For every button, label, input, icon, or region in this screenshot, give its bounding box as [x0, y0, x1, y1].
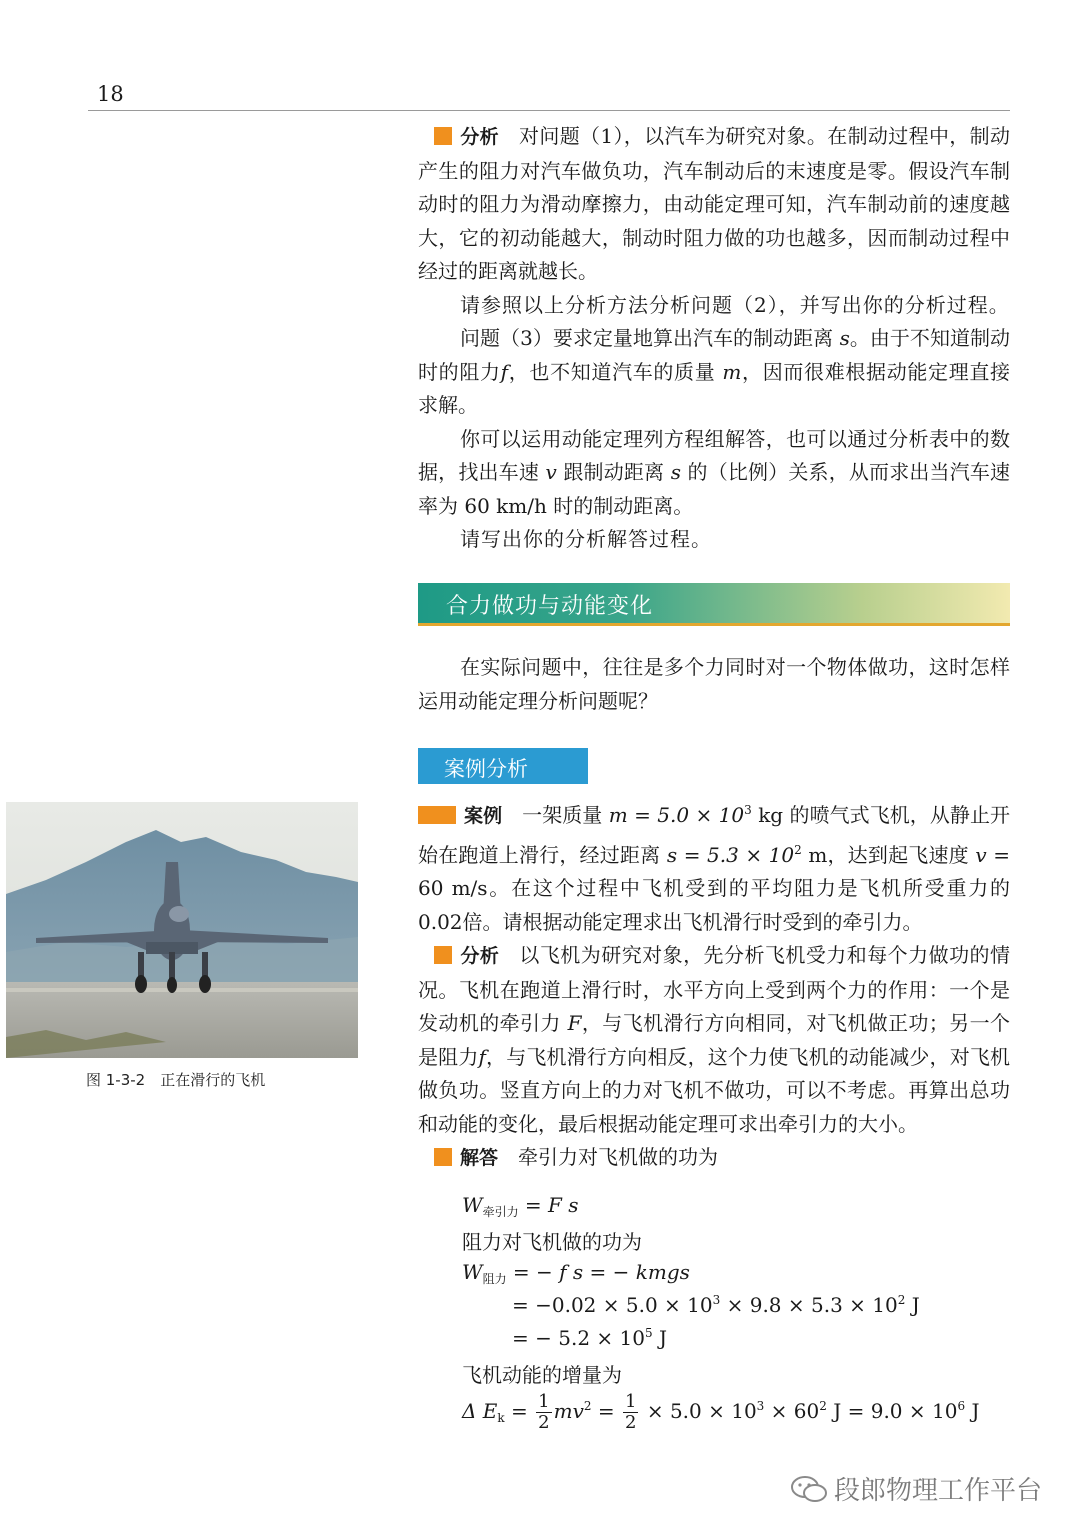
answer-text: 牵引力对飞机做的功为	[518, 1145, 719, 1169]
equation-work-resistance	[462, 1260, 690, 1287]
var-s: s	[670, 460, 682, 484]
section-banner	[418, 583, 1010, 626]
exponent: 2	[897, 1293, 906, 1307]
question3-paragraph	[418, 322, 1010, 423]
analysis-paragraph-2	[418, 939, 1010, 1141]
velocity-expression: v =	[975, 842, 1011, 867]
var-F: F	[567, 1011, 582, 1035]
hint-text: 跟制动距离	[563, 460, 665, 484]
equation-kinetic-energy: Δ $E_k$ = $\frac{1}{2}$ $mv^2$ = $\frac{1}{2}$ × $5.0 \times 10^3 \times 60^2$ $J = 9.0 \times 10^6$ J	[462, 1391, 980, 1433]
exponent: 5	[644, 1326, 653, 1340]
eq-lhs: W	[462, 1260, 483, 1284]
mass-expression: m = 5.0 × 10	[608, 803, 745, 827]
eq-part: J	[905, 1293, 920, 1317]
q3-text: 。由于不知道制动时的阻力	[418, 326, 1011, 384]
equation-work-traction	[462, 1193, 579, 1220]
prompt-write-answer: 请写出你的分析解答过程。	[460, 527, 712, 551]
section-title: 合力做功与动能变化	[446, 594, 654, 619]
hint-text: 的（比例）关系，从而求出当汽车速率为 60 km/h 时的制动距离。	[418, 460, 1011, 518]
page-number: 18	[97, 82, 124, 106]
intro-paragraph: 在实际问题中，往往是多个力同时对一个物体做功，这时怎样运用动能定理分析问题呢？	[418, 655, 1010, 713]
q3-text: ，也不知道汽车的质量	[508, 359, 716, 384]
fraction-denominator: 2	[538, 1412, 550, 1433]
analysis-block-1	[418, 120, 1010, 557]
jet-aircraft-image	[6, 802, 358, 1058]
eq-part: × 9.8 × 5.3 × 10	[720, 1293, 898, 1317]
case-paragraph	[418, 794, 1010, 939]
fraction-half	[623, 1392, 638, 1433]
answer-lead: 解答	[460, 1147, 499, 1169]
exponent: 2	[794, 842, 802, 857]
case-lead: 案例	[464, 805, 503, 827]
exponent: 3	[744, 803, 752, 817]
hint-text: 你可以运用动能定理列方程组解答，也可以通过分析表中的数据，找出车速	[418, 426, 1010, 484]
eq-lhs: W	[462, 1193, 483, 1217]
eq-part: = − 5.2 × 10	[512, 1326, 645, 1350]
equation-step-2	[512, 1326, 667, 1350]
exponent: 6	[957, 1399, 966, 1413]
eq-rhs: = F s	[518, 1193, 579, 1217]
eq-part: J = 9.0 × 10	[826, 1399, 958, 1423]
var-v: v	[545, 460, 557, 484]
resistance-work-label: 阻力对飞机做的功为	[462, 1230, 642, 1254]
fraction-half	[536, 1392, 551, 1433]
distance-expression: s = 5.3 × 10	[666, 842, 795, 867]
eq-rhs: = − f s = − kmgs	[506, 1260, 690, 1284]
eq-part: = −0.02 × 5.0 × 10	[512, 1293, 713, 1317]
figure-caption: 图 1-3-2 正在滑行的飞机	[86, 1071, 266, 1089]
top-rule	[88, 110, 1010, 111]
var-f: f	[478, 1044, 486, 1069]
orange-marker-icon	[434, 946, 452, 964]
case-block	[418, 794, 1010, 1176]
q3-text: ，因而很难根据动能定理直接求解。	[418, 359, 1011, 417]
answer-heading	[418, 1141, 1010, 1176]
q3-text: 问题（3）要求定量地算出汽车的制动距离	[460, 326, 834, 350]
jet-photo	[6, 802, 358, 1058]
watermark	[790, 1470, 1042, 1507]
wechat-icon	[790, 1474, 828, 1504]
hint-paragraph	[418, 423, 1010, 524]
case-banner-title: 案例分析	[444, 757, 528, 781]
orange-marker-icon	[418, 806, 456, 824]
case-text: 60 m/s。在这个过程中飞机受到的平均阻力是飞机所受重力的0.02倍。请根据动能定理求出飞机滑行时受到的牵引力。	[418, 876, 1010, 934]
exponent: 2	[819, 1399, 827, 1413]
case-text: m，达到起飞速度	[801, 842, 969, 867]
analysis2-text: 以飞机为研究对象，先分析飞机受力和每个力做功的情况。飞机在跑道上滑行时，水平方向上受到两个力的作用：一个是发动机的牵引力	[418, 943, 1010, 1035]
orange-marker-icon	[434, 1148, 452, 1166]
case-text: kg 的喷气式飞机，从静止开始在跑道上滑行，经过距离	[418, 803, 1011, 867]
eq-subscript: 牵引力	[482, 1205, 519, 1219]
watermark-text: 段郎物理工作平台	[834, 1476, 1043, 1506]
kinetic-energy-label: 飞机动能的增量为	[462, 1363, 622, 1387]
analysis-lead: 分析	[460, 126, 500, 148]
fraction-numerator: 1	[625, 1391, 637, 1412]
exponent: 2	[583, 1399, 592, 1413]
analysis2-text: ，与飞机滑行方向相反，这个力使飞机的动能减少，对飞机做负功。竖直方向上的力对飞机不做功，可以不考虑。再算出总功和动能的变化，最后根据动能定理可求出牵引力的大小。	[418, 1044, 1011, 1136]
equation-step-1	[512, 1293, 920, 1317]
var-s: s	[839, 326, 850, 350]
var-m: m	[722, 359, 742, 384]
eq-mv: mv	[553, 1399, 584, 1423]
analysis-paragraph	[418, 120, 1010, 289]
exponent: 3	[712, 1293, 721, 1307]
eq-part: × 5.0 × 10	[640, 1399, 757, 1423]
fraction-numerator: 1	[538, 1391, 550, 1412]
eq-subscript: k	[497, 1411, 505, 1425]
eq-part: × 60	[764, 1399, 820, 1423]
orange-marker-icon	[434, 127, 452, 145]
exponent: 3	[756, 1399, 765, 1413]
fraction-denominator: 2	[625, 1412, 637, 1433]
analysis-lead: 分析	[460, 945, 500, 967]
prompt-analyze-q2: 请参照以上分析方法分析问题（2），并写出你的分析过程。	[460, 292, 1010, 317]
var-f: f	[500, 359, 509, 384]
eq-lhs: Δ E	[462, 1399, 498, 1423]
case-banner	[418, 748, 588, 784]
analysis-text: 对问题（1），以汽车为研究对象。在制动过程中，制动产生的阻力对汽车做负功，汽车制动后的末速度是零。假设汽车制动时的阻力为滑动摩擦力，由动能定理可知，汽车制动前的速度越大，它的初动能越大，制动时阻力做的功也越多，因而制动过程中经过的距离就越长。	[418, 124, 1010, 283]
eq-part: J	[652, 1326, 667, 1350]
analysis2-text: ，与飞机滑行方向相同，对飞机做正功；另一个是阻力	[418, 1011, 1011, 1069]
case-text: 一架质量	[522, 803, 603, 827]
intro-block	[418, 651, 1010, 718]
eq-subscript: 阻力	[482, 1272, 507, 1286]
eq-part: J	[965, 1399, 980, 1423]
